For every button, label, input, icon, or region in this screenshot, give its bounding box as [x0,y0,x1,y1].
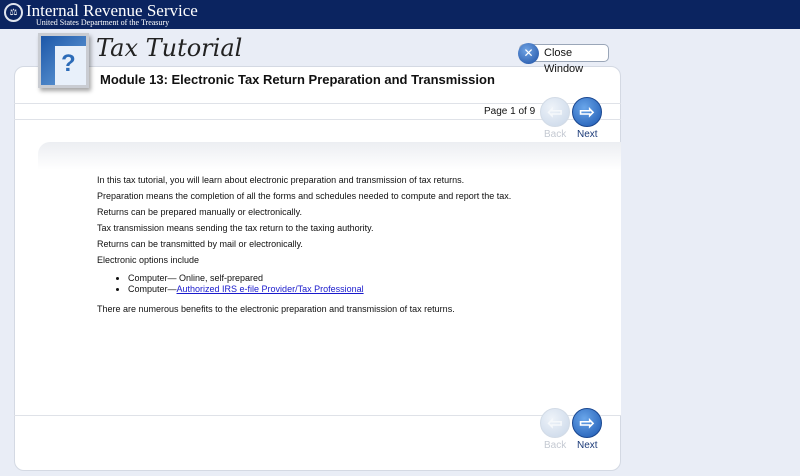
close-window-label: Close Window [544,47,584,75]
irs-seal-icon: ⚖ [4,3,23,22]
next-label[interactable]: Next [577,129,598,140]
close-window-button[interactable] [519,44,609,75]
paragraph: Returns can be transmitted by mail or electronically. [97,239,303,249]
back-label[interactable]: Back [544,129,567,140]
paragraph: There are numerous benefits to the electronic preparation and transmission of tax returns. [97,304,455,314]
back-arrow-icon[interactable]: ⇦ [540,97,570,127]
back-label[interactable]: Back [544,440,567,451]
irs-subtitle: United States Department of the Treasury [36,18,170,27]
tutorial-text [97,176,597,321]
list-item [128,284,597,295]
paragraph: Electronic options include [97,255,200,265]
paragraph: Preparation means the completion of all the forms and schedules needed to compute and report the tax. [97,191,512,201]
list-item-text: Computer— [128,284,177,294]
tax-tutorial-logo-icon: ? [38,33,89,88]
next-arrow-icon[interactable]: ⇨ [572,408,602,438]
back-arrow-icon[interactable]: ⇦ [540,408,570,438]
next-arrow-icon[interactable]: ⇨ [572,97,602,127]
page-indicator: Page 1 of 9 [484,106,536,117]
close-icon: ✕ [518,43,539,64]
divider [14,415,621,416]
divider [14,103,621,104]
paragraph: Returns can be prepared manually or electronically. [97,207,302,217]
divider [14,119,621,120]
irs-title: Internal Revenue Service [26,1,198,20]
module-title: Module 13: Electronic Tax Return Preparation and Transmission [100,72,495,87]
next-label[interactable]: Next [577,440,598,451]
paragraph: Tax transmission means sending the tax return to the taxing authority. [97,223,374,233]
efile-provider-link[interactable]: Authorized IRS e-file Provider/Tax Professional [176,284,364,294]
list-item: • Computer— Online, self-prepared [128,273,597,284]
irs-header [0,0,800,29]
options-list [128,273,597,295]
paragraph: In this tax tutorial, you will learn about electronic preparation and transmission of tax returns. [97,175,465,185]
app-title: Tax Tutorial [96,34,243,62]
